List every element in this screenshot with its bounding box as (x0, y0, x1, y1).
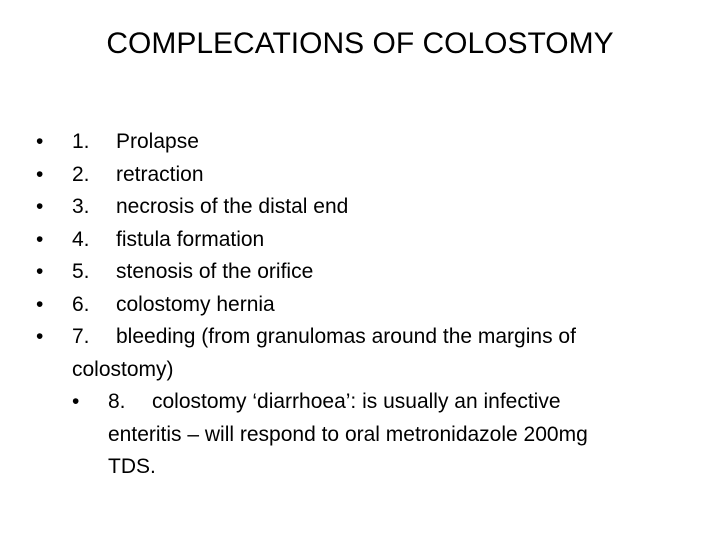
item-text: colostomy ‘diarrhoea’: is usually an infective (152, 390, 561, 413)
slide-title: COMPLECATIONS OF COLOSTOMY (106, 27, 614, 60)
item-text: necrosis of the distal end (116, 195, 349, 218)
item-text: stenosis of the orifice (116, 260, 314, 283)
bullet-icon: • (72, 390, 80, 413)
item-text: Prolapse (116, 130, 199, 153)
item-number: 1. (72, 130, 90, 153)
bullet-icon: • (36, 130, 44, 153)
list-item (36, 224, 686, 257)
item-text-continuation: enteritis – will respond to oral metronidazole 200mg (108, 422, 588, 446)
bullet-icon: • (36, 227, 44, 251)
list-item (36, 386, 686, 484)
item-text: retraction (116, 162, 204, 186)
item-number: 5. (72, 260, 90, 283)
bullet-icon: • (36, 195, 44, 218)
item-number: 3. (72, 195, 90, 218)
bullet-icon: • (36, 162, 44, 186)
item-number: 7. (72, 325, 90, 348)
item-number: 8. (108, 390, 126, 413)
bullet-icon: • (36, 325, 44, 348)
item-text: bleeding (from granulomas around the margins of (116, 325, 576, 348)
list-item (36, 256, 686, 289)
bullet-list (36, 126, 686, 484)
item-number: 6. (72, 292, 90, 316)
item-text: colostomy hernia (116, 292, 275, 316)
list-item (36, 126, 686, 159)
bullet-icon: • (36, 292, 44, 316)
item-number: 2. (72, 162, 90, 186)
list-item (36, 289, 686, 322)
list-item (36, 321, 686, 386)
bullet-icon: • (36, 260, 44, 283)
item-text: fistula formation (116, 227, 265, 251)
item-text-continuation: colostomy) (72, 357, 174, 381)
item-text-continuation: TDS. (108, 455, 156, 478)
list-item (36, 159, 686, 192)
item-number: 4. (72, 227, 90, 251)
list-item (36, 191, 686, 224)
